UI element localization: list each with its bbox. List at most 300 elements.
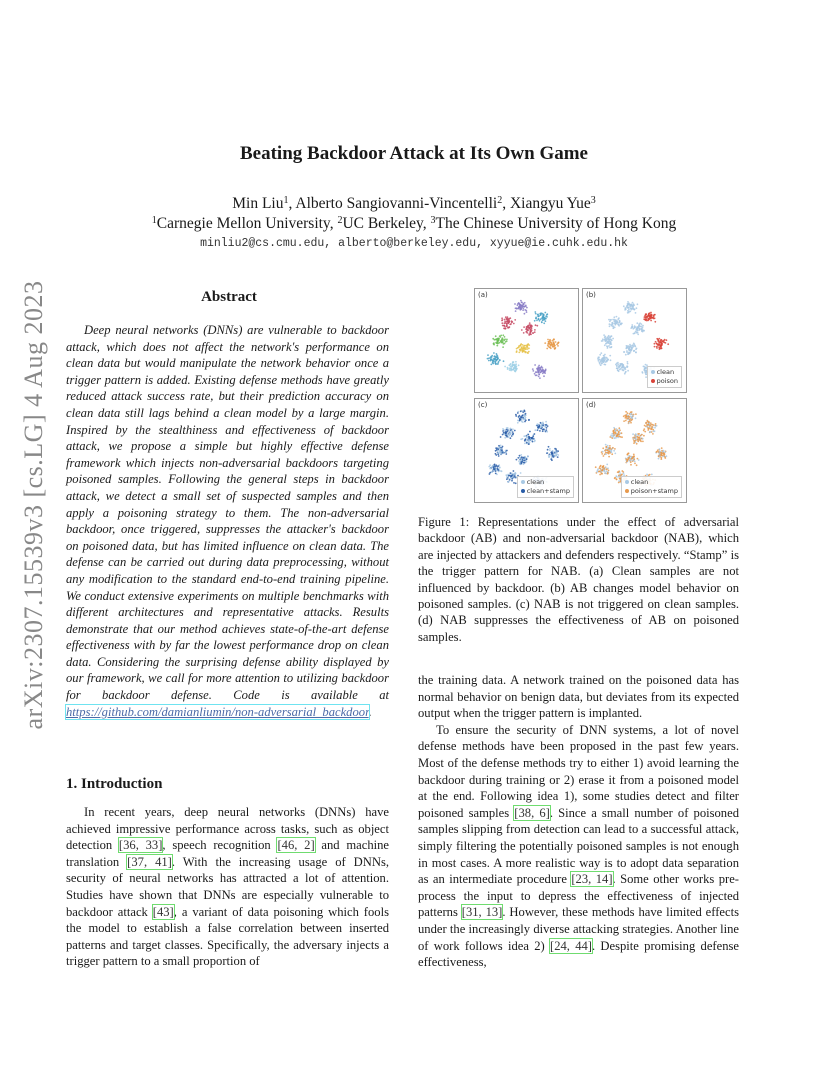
scatter-point <box>498 455 500 457</box>
scatter-point <box>606 357 608 359</box>
scatter-point <box>500 335 502 337</box>
scatter-point <box>505 341 507 343</box>
scatter-point <box>543 370 545 372</box>
scatter-point <box>543 322 545 324</box>
scatter-point <box>538 318 540 320</box>
scatter-point <box>520 454 522 456</box>
scatter-point <box>603 468 605 470</box>
scatter-point <box>492 465 494 467</box>
scatter-point <box>628 303 630 305</box>
scatter-point <box>607 338 609 340</box>
citation-link[interactable]: [43] <box>152 904 174 919</box>
scatter-point <box>623 351 625 353</box>
scatter-point <box>609 445 611 447</box>
scatter-point <box>610 435 612 437</box>
scatter-point <box>525 413 527 415</box>
scatter-point <box>502 451 504 453</box>
scatter-point <box>621 432 623 434</box>
scatter-point <box>630 308 632 310</box>
scatter-point <box>631 417 633 419</box>
citation-link[interactable]: [36, 33] <box>118 838 163 853</box>
scatter-point <box>636 443 638 445</box>
scatter-point <box>544 312 546 314</box>
intro-text: and machine translation <box>66 838 389 869</box>
scatter-point <box>547 449 549 451</box>
citation-link[interactable]: [24, 44] <box>550 938 592 953</box>
scatter-point <box>506 436 508 438</box>
scatter-point <box>520 438 522 440</box>
scatter-point <box>658 451 660 453</box>
scatter-point <box>499 359 501 361</box>
scatter-point <box>655 423 657 425</box>
scatter-point <box>605 340 607 342</box>
scatter-point <box>487 354 489 356</box>
scatter-point <box>499 467 501 469</box>
body-text: . Despite promising defense effectiveness, <box>418 938 739 970</box>
code-link[interactable]: https://github.com/damianliumin/non-adversarial_backdoor <box>66 704 369 719</box>
scatter-point <box>534 311 536 313</box>
scatter-point <box>635 348 637 350</box>
scatter-point <box>607 450 609 452</box>
scatter-point <box>525 419 527 421</box>
scatter-point <box>510 366 512 368</box>
author-sup: 3 <box>590 195 596 206</box>
scatter-point <box>647 429 649 431</box>
scatter-point <box>512 428 514 430</box>
scatter-point <box>633 438 635 440</box>
scatter-point <box>635 413 637 415</box>
scatter-point <box>618 317 620 319</box>
scatter-point <box>633 343 635 345</box>
scatter-point <box>630 461 632 463</box>
scatter-point <box>635 436 637 438</box>
scatter-point <box>519 349 521 351</box>
citation-link[interactable]: [38, 6] <box>514 805 550 820</box>
scatter-point <box>625 371 627 373</box>
scatter-point <box>506 433 508 435</box>
scatter-point <box>651 426 653 428</box>
scatter-point <box>645 422 647 424</box>
paper-title: Beating Backdoor Attack at Its Own Game <box>240 143 588 164</box>
scatter-point <box>637 441 639 443</box>
scatter-point <box>626 345 628 347</box>
scatter-point <box>657 340 659 342</box>
scatter-point <box>638 459 640 461</box>
scatter-point <box>652 429 654 431</box>
scatter-point <box>654 346 656 348</box>
scatter-point <box>631 324 633 326</box>
scatter-point <box>604 364 606 366</box>
scatter-point <box>524 348 526 350</box>
scatter-point <box>514 430 516 432</box>
scatter-point <box>549 347 551 349</box>
scatter-point <box>605 336 607 338</box>
legend-entry <box>651 368 678 377</box>
author-name: Alberto Sangiovanni-Vincentelli <box>295 195 498 212</box>
scatter-point <box>662 456 664 458</box>
scatter-point <box>493 343 495 345</box>
scatter-point <box>528 325 530 327</box>
scatter-point <box>534 331 536 333</box>
scatter-point <box>500 436 502 438</box>
scatter-point <box>516 348 518 350</box>
scatter-point <box>616 479 618 481</box>
scatter-point <box>621 369 623 371</box>
scatter-point <box>540 425 542 427</box>
intro-text: In recent years, deep neural networks (DNNs) have achieved impressive performance across tasks, such as object detection <box>66 805 389 853</box>
scatter-point <box>555 341 557 343</box>
scatter-point <box>535 324 537 326</box>
scatter-point <box>536 325 538 327</box>
scatter-point <box>656 451 658 453</box>
scatter-point <box>513 323 515 325</box>
affiliation: UC Berkeley <box>342 215 423 232</box>
scatter-point <box>520 416 522 418</box>
scatter-point <box>526 332 528 334</box>
scatter-point <box>600 364 602 366</box>
scatter-point <box>535 318 537 320</box>
scatter-point <box>546 316 548 318</box>
scatter-point <box>615 437 617 439</box>
scatter-point <box>508 475 510 477</box>
scatter-point <box>506 431 508 433</box>
scatter-point <box>532 441 534 443</box>
scatter-point <box>519 462 521 464</box>
scatter-point <box>540 422 542 424</box>
arxiv-id: arXiv:2307.15539v3 [cs.LG] 4 Aug 2023 <box>19 280 48 730</box>
scatter-point <box>500 470 502 472</box>
scatter-point <box>607 447 609 449</box>
scatter-point <box>503 360 505 362</box>
scatter-point <box>616 435 618 437</box>
scatter-point <box>557 456 559 458</box>
scatter-point <box>599 467 601 469</box>
legend-swatch <box>521 480 525 484</box>
scatter-point <box>626 460 628 462</box>
scatter-point <box>504 343 506 345</box>
figure-panel-a <box>474 288 579 393</box>
scatter-point <box>607 467 609 469</box>
scatter-point <box>521 347 523 349</box>
scatter-point <box>519 415 521 417</box>
scatter-point <box>494 361 496 363</box>
scatter-point <box>526 352 528 354</box>
scatter-point <box>500 448 502 450</box>
scatter-point <box>625 411 627 413</box>
scatter-point <box>643 330 645 332</box>
scatter-point <box>632 433 634 435</box>
abstract-body <box>66 322 389 720</box>
scatter-point <box>652 433 654 435</box>
legend-b <box>647 366 682 388</box>
scatter-point <box>632 459 634 461</box>
scatter-point <box>618 324 620 326</box>
scatter-point <box>646 426 648 428</box>
scatter-point <box>630 413 632 415</box>
scatter-point <box>495 335 497 337</box>
scatter-point <box>539 320 541 322</box>
scatter-point <box>506 450 508 452</box>
scatter-point <box>495 464 497 466</box>
figure-panel-d <box>582 398 687 503</box>
scatter-point <box>658 458 660 460</box>
legend-entry <box>651 377 678 386</box>
scatter-point <box>508 478 510 480</box>
scatter-point <box>515 366 517 368</box>
legend-c <box>517 476 574 498</box>
scatter-point <box>530 331 532 333</box>
scatter-point <box>627 301 629 303</box>
scatter-point <box>598 358 600 360</box>
scatter-point <box>488 357 490 359</box>
scatter-point <box>623 305 625 307</box>
scatter-point <box>541 370 543 372</box>
scatter-point <box>625 354 627 356</box>
scatter-point <box>661 341 663 343</box>
scatter-point <box>609 325 611 327</box>
scatter-point <box>612 447 614 449</box>
scatter-point <box>502 434 504 436</box>
scatter-point <box>667 343 669 345</box>
scatter-point <box>542 430 544 432</box>
scatter-point <box>517 412 519 414</box>
scatter-point <box>542 315 544 317</box>
scatter-point <box>600 471 602 473</box>
scatter-point <box>656 346 658 348</box>
scatter-point <box>529 437 531 439</box>
scatter-point <box>545 320 547 322</box>
scatter-point <box>512 362 514 364</box>
scatter-point <box>641 434 643 436</box>
scatter-point <box>489 464 491 466</box>
citation-link[interactable]: [31, 13] <box>461 905 503 920</box>
author-emails: minliu2@cs.cmu.edu, alberto@berkeley.edu, xyyue@ie.cuhk.edu.hk <box>200 237 628 250</box>
scatter-point <box>630 411 632 413</box>
scatter-point <box>603 470 605 472</box>
scatter-point <box>496 447 498 449</box>
scatter-point <box>611 437 613 439</box>
scatter-point <box>520 305 522 307</box>
scatter-point <box>489 468 491 470</box>
scatter-point <box>514 319 516 321</box>
scatter-point <box>552 450 554 452</box>
figure-panel-b <box>582 288 687 393</box>
scatter-point <box>538 376 540 378</box>
scatter-point <box>602 338 604 340</box>
scatter-point <box>637 458 639 460</box>
scatter-point <box>617 437 619 439</box>
scatter-point <box>523 415 525 417</box>
scatter-point <box>660 454 662 456</box>
scatter-point <box>653 431 655 433</box>
scatter-point <box>528 419 530 421</box>
scatter-point <box>520 472 522 474</box>
scatter-point <box>601 359 603 361</box>
scatter-point <box>629 419 631 421</box>
scatter-point <box>492 360 494 362</box>
scatter-point <box>495 468 497 470</box>
scatter-point <box>524 313 526 315</box>
legend-label: clean+stamp <box>526 487 570 495</box>
legend-label: clean <box>526 478 545 486</box>
scatter-point <box>548 446 550 448</box>
scatter-point <box>636 307 638 309</box>
scatter-point <box>504 322 506 324</box>
scatter-point <box>508 434 510 436</box>
scatter-point <box>532 368 534 370</box>
scatter-point <box>652 424 654 426</box>
scatter-point <box>623 473 625 475</box>
scatter-point <box>509 317 511 319</box>
scatter-point <box>554 345 556 347</box>
scatter-point <box>511 480 513 482</box>
scatter-point <box>540 318 542 320</box>
scatter-point <box>627 370 629 372</box>
scatter-point <box>617 369 619 371</box>
scatter-point <box>636 331 638 333</box>
scatter-point <box>501 322 503 324</box>
scatter-point <box>628 310 630 312</box>
scatter-point <box>652 315 654 317</box>
scatter-point <box>506 339 508 341</box>
scatter-point <box>618 366 620 368</box>
scatter-point <box>534 320 536 322</box>
scatter-point <box>608 456 610 458</box>
scatter-point <box>652 317 654 319</box>
citation-link[interactable]: [37, 41] <box>127 854 172 869</box>
scatter-point <box>534 433 536 435</box>
scatter-point <box>611 453 613 455</box>
scatter-point <box>499 451 501 453</box>
scatter-point <box>613 325 615 327</box>
scatter-point <box>556 451 558 453</box>
scatter-point <box>508 321 510 323</box>
intro-text: , a variant of data poisoning which fools the model to establish a false correlation between inserted patterns and target classes. Specifically, the adversary injects a trigger pattern to a small proportion of <box>66 904 389 969</box>
scatter-point <box>609 323 611 325</box>
scatter-point <box>663 450 665 452</box>
scatter-point <box>518 302 520 304</box>
scatter-point <box>498 445 500 447</box>
scatter-point <box>521 410 523 412</box>
body-text: . Since a small number of poisoned samples slipping from detection can lead to a successful attack, simply filtering the potentially poisoned samples is not enough in most cases. A more realistic way is to adopt data separation as an intermediate procedure <box>418 805 739 887</box>
scatter-point <box>549 456 551 458</box>
scatter-point <box>645 313 647 315</box>
scatter-point <box>509 326 511 328</box>
scatter-point <box>609 436 611 438</box>
citation-link[interactable]: [23, 14] <box>571 872 613 887</box>
scatter-point <box>540 428 542 430</box>
scatter-point <box>530 333 532 335</box>
scatter-point <box>614 428 616 430</box>
scatter-point <box>621 323 623 325</box>
scatter-point <box>531 439 533 441</box>
scatter-point <box>615 322 617 324</box>
scatter-point <box>524 462 526 464</box>
legend-label: clean <box>630 478 649 486</box>
scatter-point <box>495 454 497 456</box>
scatter-point <box>640 441 642 443</box>
scatter-point <box>534 329 536 331</box>
scatter-point <box>495 363 497 365</box>
citation-link[interactable]: [46, 2] <box>277 838 315 853</box>
scatter-point <box>518 364 520 366</box>
scatter-point <box>601 363 603 365</box>
scatter-point <box>634 461 636 463</box>
scatter-point <box>541 322 543 324</box>
scatter-point <box>610 359 612 361</box>
scatter-point <box>534 364 536 366</box>
scatter-point <box>612 435 614 437</box>
abstract-text: Deep neural networks (DNNs) are vulnerable to backdoor attack, which does not affect the network's performance on clean data but would manipulate the network behavior once a trigger pattern is added. Existing defense methods have greatly reduced attack success rate, but their prediction accuracy on clean data still lags behind a clean model by a large margin. Inspired by the stealthiness and effectiveness of backdoor attack, we propose a simple but highly effective defense framework which injects non-adversarial backdoors targeting poisoned samples. Following the general steps in backdoor attack, we detect a small set of suspected samples and then apply a poisoning strategy to them. The non-adversarial backdoor, once triggered, suppresses the attacker's backdoor on poisoned data, but has limited influence on clean data. The defense can be carried out during data preprocessing, without any modification to the standard end-to-end training pipeline. We conduct extensive experiments on multiple benchmarks with different architectures and representative attacks. Results demonstrate that our method achieves state-of-the-art defense effectiveness with by far the lowest performance drop on clean data. Considering the surprising defense ability displayed by our framework, we call for more attention to utilizing backdoor for backdoor defense. Code is available at <box>66 323 389 703</box>
scatter-point <box>525 305 527 307</box>
scatter-point <box>635 417 637 419</box>
scatter-point <box>524 440 526 442</box>
scatter-point <box>503 325 505 327</box>
scatter-point <box>520 308 522 310</box>
scatter-point <box>522 309 524 311</box>
scatter-point <box>635 312 637 314</box>
author-sup: 1 <box>283 195 289 206</box>
scatter-point <box>604 359 606 361</box>
scatter-point <box>607 359 609 361</box>
scatter-point <box>637 334 639 336</box>
scatter-point <box>517 457 519 459</box>
scatter-point <box>636 464 638 466</box>
scatter-point <box>515 371 517 373</box>
scatter-point <box>543 428 545 430</box>
scatter-point <box>630 304 632 306</box>
scatter-point <box>614 453 616 455</box>
scatter-point <box>655 341 657 343</box>
scatter-point <box>635 351 637 353</box>
scatter-point <box>502 430 504 432</box>
scatter-point <box>618 476 620 478</box>
scatter-point <box>517 304 519 306</box>
scatter-point <box>518 460 520 462</box>
scatter-point <box>606 452 608 454</box>
scatter-point <box>609 449 611 451</box>
scatter-point <box>557 342 559 344</box>
scatter-point <box>605 453 607 455</box>
scatter-point <box>641 329 643 331</box>
scatter-point <box>616 316 618 318</box>
scatter-point <box>557 345 559 347</box>
scatter-point <box>520 300 522 302</box>
scatter-point <box>532 332 534 334</box>
legend-d <box>621 476 682 498</box>
scatter-point <box>537 423 539 425</box>
scatter-point <box>522 350 524 352</box>
scatter-point <box>515 415 517 417</box>
scatter-point <box>600 361 602 363</box>
scatter-point <box>627 361 629 363</box>
scatter-point <box>525 310 527 312</box>
scatter-point <box>615 320 617 322</box>
scatter-point <box>498 338 500 340</box>
scatter-point <box>628 457 630 459</box>
scatter-point <box>510 432 512 434</box>
scatter-point <box>508 429 510 431</box>
scatter-point <box>622 364 624 366</box>
scatter-point <box>618 429 620 431</box>
abstract-heading: Abstract <box>201 289 257 305</box>
scatter-point <box>626 350 628 352</box>
scatter-point <box>631 349 633 351</box>
scatter-point <box>549 450 551 452</box>
scatter-point <box>519 306 521 308</box>
scatter-point <box>600 352 602 354</box>
scatter-point <box>623 420 625 422</box>
